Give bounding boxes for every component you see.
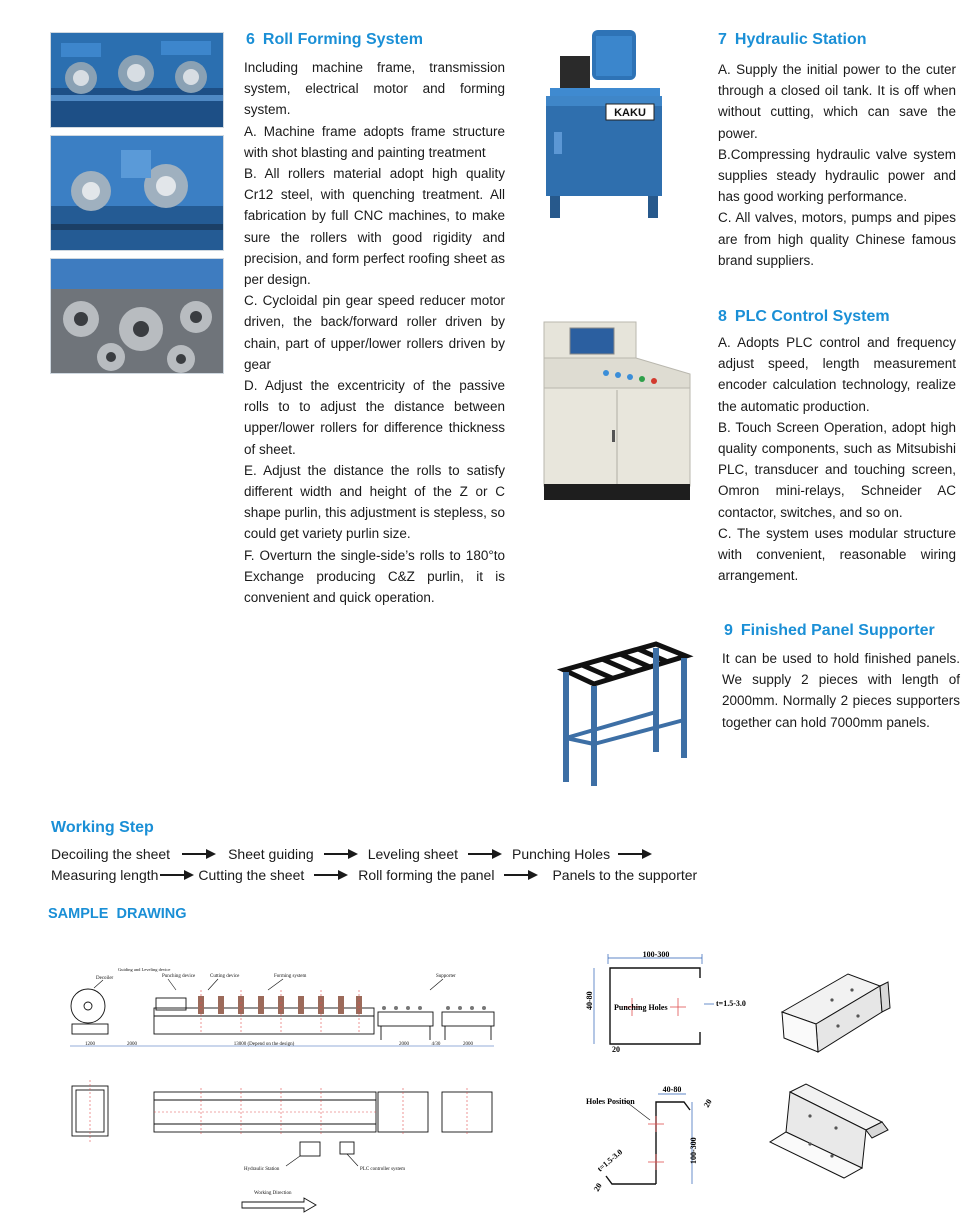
supporter-heading xyxy=(724,622,935,640)
production-line-drawing xyxy=(58,960,508,1215)
paragraph: C. All valves, motors, pumps and pipes are from high quality Chinese famous brand suppliers. xyxy=(718,210,956,268)
step: Punching Holes xyxy=(512,846,611,862)
c-thickness: t=1.5-3.0 xyxy=(716,999,746,1008)
plc-text xyxy=(718,332,956,586)
label-cutting: Cutting device xyxy=(210,974,240,979)
section-number: 8 xyxy=(718,308,727,325)
arrow-icon xyxy=(182,849,216,859)
section-title: Hydraulic Station xyxy=(734,31,867,48)
hydraulic-heading xyxy=(718,31,866,49)
label-hydraulic: Hydraulic Station xyxy=(244,1167,280,1172)
paragraph: A. Supply the initial power to the cuter through a closed oil tank. It is off when without cutting, which can save the power. xyxy=(718,62,956,141)
z-height: 100-300 xyxy=(689,1137,698,1164)
arrow-icon xyxy=(504,870,538,880)
paragraph: B. All rollers material adopt high quality Cr12 steel, with quenching treatment. All fabrication by full CNC machines, to make sure the rollers with good rigidity and precision, and form perfect roofing sheet as per design. xyxy=(244,166,505,288)
z-holes: Holes Position xyxy=(586,1097,635,1106)
step: Sheet guiding xyxy=(228,846,314,862)
arrow-icon xyxy=(468,849,502,859)
paragraph: A. Machine frame adopts frame structure with shot blasting and painting treatment xyxy=(244,123,505,160)
arrow-icon xyxy=(314,870,348,880)
section-title: Finished Panel Supporter xyxy=(740,622,935,639)
c-holes: Punching Holes xyxy=(614,1003,668,1012)
z-lip-top: 20 xyxy=(701,1097,714,1109)
c-purlin-3d-drawing xyxy=(772,966,892,1058)
label-guiding: Guiding and Leveling device xyxy=(118,967,171,972)
arrow-icon xyxy=(160,870,194,880)
dim-4: 2000 xyxy=(399,1042,409,1047)
hydraulic-text xyxy=(718,59,956,271)
label-punching: Punching device xyxy=(162,974,196,979)
plc-cabinet-photo xyxy=(536,318,692,503)
paragraph: C. The system uses modular structure with convenient, reasonable wiring arrangement. xyxy=(718,525,956,584)
roll-forming-photo-1 xyxy=(50,32,224,128)
roll-forming-photo-3 xyxy=(50,258,224,374)
label-forming: Forming system xyxy=(274,974,307,979)
working-step-row-2 xyxy=(51,867,697,883)
paragraph: D. Adjust the excentricity of the passive rolls to to adjust the distance between upper/lower rollers for difference thickness of sheet. xyxy=(244,378,505,457)
dim-2: 2000 xyxy=(127,1042,137,1047)
section-title: Roll Forming System xyxy=(262,31,423,48)
label-plc: PLC controller system xyxy=(360,1167,405,1172)
paragraph: A. Adopts PLC control and frequency adjust speed, length measurement encoder calculation technology, realize the automatic production. xyxy=(718,335,956,414)
c-height: 40-80 xyxy=(585,991,594,1010)
label-supporter: Supporter xyxy=(436,974,456,979)
dim-1: 1200 xyxy=(85,1042,95,1047)
step: Decoiling the sheet xyxy=(51,846,171,862)
c-lip: 20 xyxy=(612,1045,620,1054)
paragraph: E. Adjust the distance the rolls to satisfy different width and height of the Z or C shape purlin, this adjustment is stepless, so could get variety purlin size. xyxy=(244,462,505,542)
section-number: 7 xyxy=(718,31,727,48)
paragraph: C. Cycloidal pin gear speed reducer motor driven, the back/forward roller driven by chain, part of upper/lower rollers driven by gear xyxy=(244,293,505,372)
paragraph: Including machine frame, transmission system, electrical motor and forming system. xyxy=(244,60,505,118)
label-direction: Working Direction xyxy=(254,1191,292,1196)
section-number: 6 xyxy=(246,31,255,48)
step: Measuring length xyxy=(51,867,159,883)
arrow-icon xyxy=(618,849,652,859)
arrow-icon xyxy=(324,849,358,859)
z-lip-bottom: 20 xyxy=(591,1181,604,1193)
c-purlin-profile-drawing xyxy=(586,944,776,1056)
sample-drawing-heading: SAMPLE DRAWING xyxy=(48,906,187,922)
z-thickness: t=1.5-3.0 xyxy=(595,1147,625,1174)
section-title: PLC Control System xyxy=(734,308,890,325)
working-step-heading: Working Step xyxy=(51,819,154,836)
hydraulic-station-photo xyxy=(540,28,670,223)
roll-forming-photo-2 xyxy=(50,135,224,251)
label-decoiler: Decoiler xyxy=(96,976,114,981)
c-width: 100-300 xyxy=(642,950,670,959)
z-flange: 40-80 xyxy=(662,1085,682,1094)
z-purlin-profile-drawing xyxy=(584,1080,774,1200)
step: Panels to the supporter xyxy=(552,867,698,883)
dim-6: 2000 xyxy=(463,1042,473,1047)
plc-heading xyxy=(718,308,890,326)
working-step-row-1 xyxy=(51,846,660,862)
step: Roll forming the panel xyxy=(358,867,495,883)
supporter-text xyxy=(722,648,960,733)
paragraph: B.Compressing hydraulic valve system supplies steady hydraulic power and has good working performance. xyxy=(718,146,956,205)
z-purlin-3d-drawing xyxy=(766,1078,890,1182)
direction-arrow-icon xyxy=(242,1198,316,1212)
step: Leveling sheet xyxy=(367,846,459,862)
brand-plate-text: KAKU xyxy=(614,107,646,119)
paragraph: B. Touch Screen Operation, adopt high quality components, such as Mitsubishi PLC, transducer and touching screen, Omron mini-relays, Schneider AC contactor, switches, and so on. xyxy=(718,419,956,520)
dim-5: 4/30 xyxy=(431,1042,441,1047)
dim-3: 13000 (Depend on the design) xyxy=(233,1042,295,1047)
paragraph: F. Overturn the single-side’s rolls to 180°to Exchange producing C&Z purlin, it is convenient and quick operation. xyxy=(244,547,505,606)
roll-forming-text xyxy=(244,57,505,608)
step: Cutting the sheet xyxy=(198,867,305,883)
paragraph: It can be used to hold finished panels. We supply 2 pieces with length of 2000mm. Normally 2 pieces supporters together can hold 7000mm panels. xyxy=(722,651,960,730)
supporter-photo xyxy=(556,640,690,788)
roll-forming-heading xyxy=(246,31,423,49)
section-number: 9 xyxy=(724,622,733,639)
